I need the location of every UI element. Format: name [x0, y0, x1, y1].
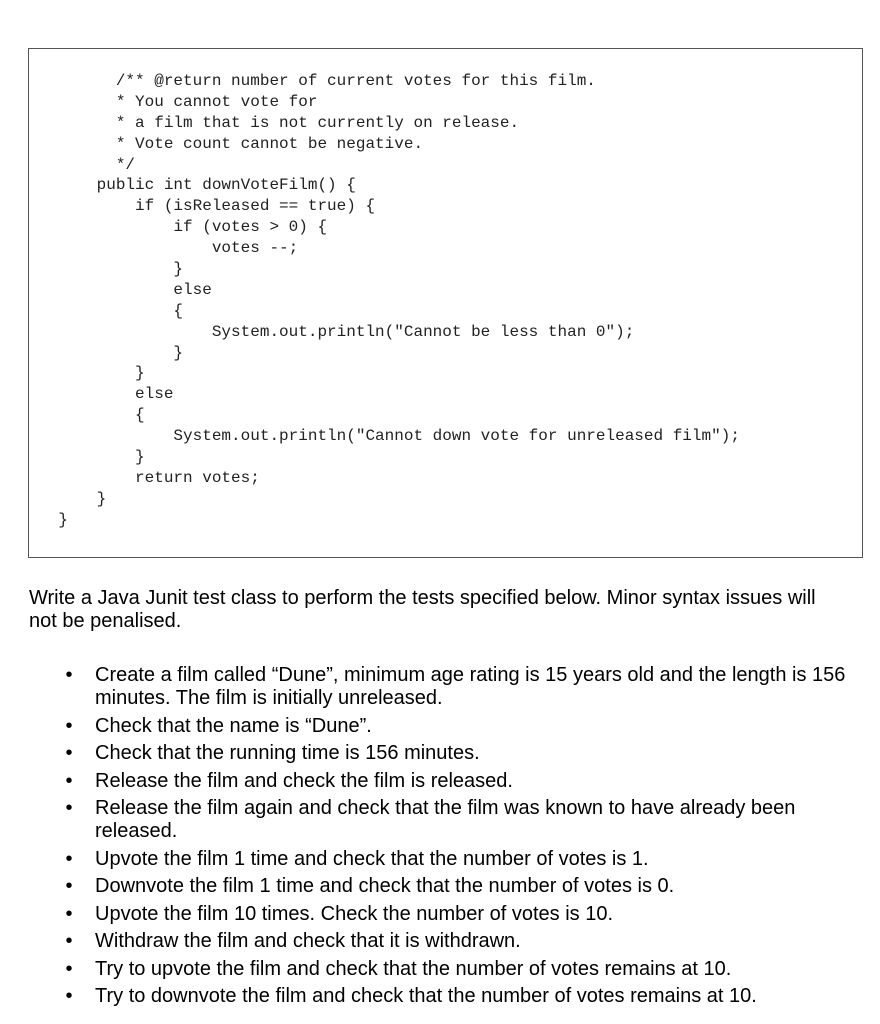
bullet-icon: •: [65, 664, 73, 686]
code-line: if (votes > 0) {: [39, 218, 328, 237]
bullet-icon: •: [65, 875, 73, 897]
code-line: }: [39, 260, 184, 279]
code-line: System.out.println("Cannot be less than 0");: [39, 322, 635, 341]
code-line: }: [39, 510, 68, 529]
list-item: [29, 742, 869, 765]
list-item: [29, 958, 869, 981]
list-item: [29, 770, 869, 793]
bullet-icon: •: [65, 769, 73, 792]
code-line: votes --;: [39, 239, 299, 258]
list-item-text: Create a film called “Dune”, minimum age rating is 15 years old and the length is 156 minutes. The film is initially unreleased.: [95, 664, 846, 709]
list-item-text: Check that the name is “Dune”.: [95, 714, 372, 737]
list-item-text: Check that the running time is 156 minutes.: [95, 742, 480, 764]
list-item: [29, 930, 869, 953]
bullet-icon: •: [65, 847, 73, 870]
bullet-icon: •: [65, 930, 73, 952]
code-line: }: [39, 448, 145, 467]
list-item-text: Upvote the film 1 time and check that the number of votes is 1.: [95, 847, 649, 870]
code-line: else: [39, 280, 212, 299]
list-item: [29, 664, 869, 710]
bullet-icon: •: [65, 902, 73, 925]
code-line: public int downVoteFilm() {: [39, 176, 356, 195]
bullet-icon: •: [65, 714, 73, 737]
list-item-text: Downvote the film 1 time and check that the number of votes is 0.: [95, 875, 675, 897]
code-listing: [39, 71, 740, 531]
list-item-text: Release the film and check the film is released.: [95, 769, 513, 792]
code-line: * a film that is not currently on release.: [39, 113, 520, 132]
code-line: */: [39, 155, 136, 174]
code-line: return votes;: [39, 468, 260, 487]
test-task-list: [29, 664, 869, 1013]
list-item: [29, 985, 869, 1008]
code-line: * Vote count cannot be negative.: [39, 134, 424, 153]
code-line: if (isReleased == true) {: [39, 197, 376, 216]
bullet-icon: •: [65, 797, 73, 819]
instructions-text: Write a Java Junit test class to perform the tests specified below. Minor syntax issues will not be penalised.: [29, 587, 816, 632]
code-line: }: [39, 364, 145, 383]
code-listing-box: [28, 48, 863, 558]
list-item: [29, 903, 869, 926]
bullet-icon: •: [65, 985, 73, 1007]
code-line: {: [39, 406, 145, 425]
code-line: System.out.println("Cannot down vote for unreleased film");: [39, 427, 740, 446]
list-item: [29, 848, 869, 871]
code-line: else: [39, 385, 174, 404]
list-item: [29, 797, 869, 843]
code-line: }: [39, 343, 184, 362]
bullet-icon: •: [65, 742, 73, 764]
instructions-paragraph: [29, 587, 829, 633]
list-item-text: Upvote the film 10 times. Check the number of votes is 10.: [95, 902, 614, 925]
code-line: }: [39, 489, 107, 508]
code-line: * You cannot vote for: [39, 92, 318, 111]
list-item: [29, 875, 869, 898]
list-item-text: Release the film again and check that the film was known to have already been released.: [95, 797, 796, 842]
code-line: {: [39, 301, 184, 320]
list-item-text: Try to upvote the film and check that the number of votes remains at 10.: [95, 957, 732, 980]
list-item: [29, 715, 869, 738]
code-line: /** @return number of current votes for this film.: [39, 72, 596, 90]
list-item-text: Withdraw the film and check that it is withdrawn.: [95, 930, 521, 952]
list-item-text: Try to downvote the film and check that the number of votes remains at 10.: [95, 985, 757, 1007]
bullet-icon: •: [65, 957, 73, 980]
